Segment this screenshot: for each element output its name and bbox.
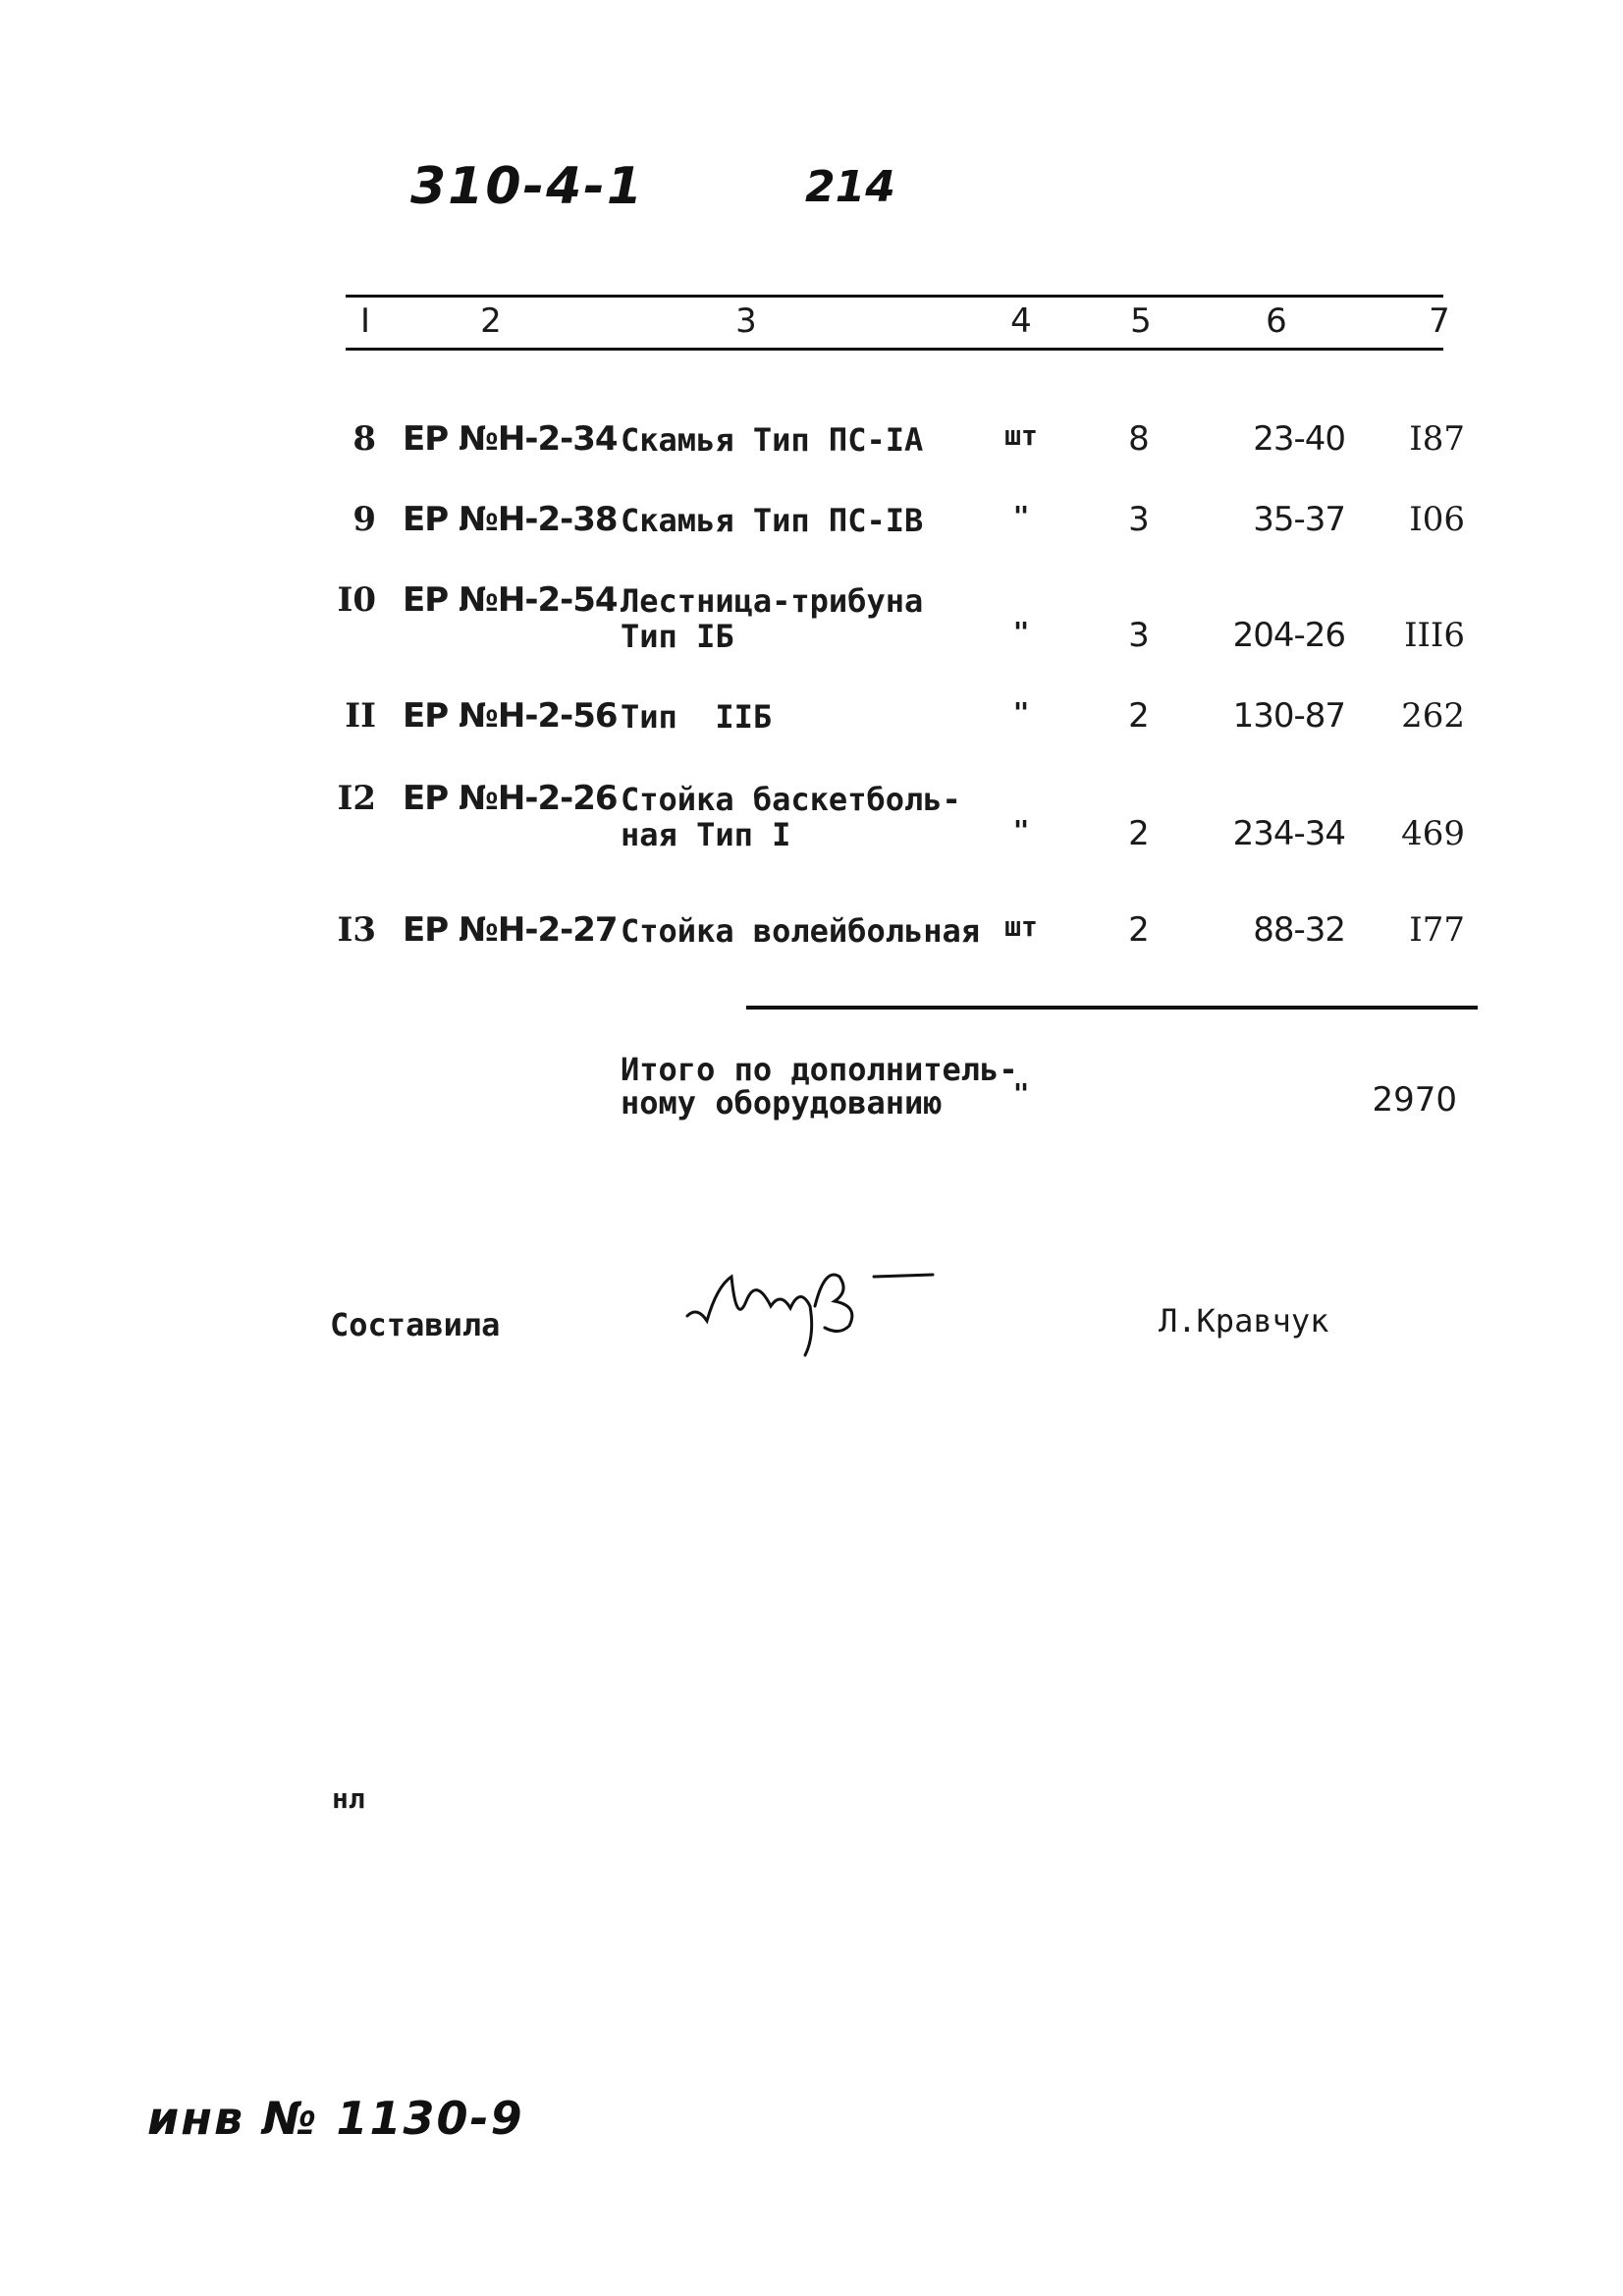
item-sum: I77 xyxy=(1409,910,1465,950)
table-top-rule xyxy=(346,295,1443,298)
column-header-3: 3 xyxy=(735,301,757,341)
item-quantity: 2 xyxy=(1128,696,1150,736)
item-price: 204-26 xyxy=(1232,616,1345,655)
item-price: 88-32 xyxy=(1253,910,1345,950)
item-price: 23-40 xyxy=(1253,419,1345,459)
item-unit: шт xyxy=(1004,419,1038,452)
item-unit: " xyxy=(1012,814,1030,847)
document-code: 310-4-1 xyxy=(410,157,645,216)
item-price: 35-37 xyxy=(1253,500,1345,539)
item-unit: " xyxy=(1012,616,1030,648)
column-header-1: I xyxy=(359,301,371,341)
row-number: 9 xyxy=(352,500,376,539)
item-quantity: 2 xyxy=(1128,814,1150,853)
column-header-7: 7 xyxy=(1429,301,1450,341)
column-header-4: 4 xyxy=(1010,301,1032,341)
item-sum: I87 xyxy=(1409,419,1465,459)
item-sum: I06 xyxy=(1409,500,1465,539)
total-sum: 2970 xyxy=(1372,1080,1457,1120)
item-name: Стойка баскетболь- ная Тип I xyxy=(621,781,961,853)
item-unit: " xyxy=(1012,696,1030,729)
inventory-number: инв № 1130-9 xyxy=(147,2092,524,2145)
compiler-name: Л.Кравчук xyxy=(1159,1302,1329,1339)
item-name: Скамья Тип ПС-IB xyxy=(621,502,924,539)
item-unit: шт xyxy=(1004,910,1038,943)
item-name: Лестница-трибуна Тип IБ xyxy=(621,582,924,655)
total-label: Итого по дополнитель- ному оборудованию xyxy=(621,1051,1018,1121)
item-name: Стойка волейбольная xyxy=(621,912,981,950)
row-number: 8 xyxy=(352,419,376,459)
row-number: I2 xyxy=(337,779,376,818)
column-header-2: 2 xyxy=(480,301,502,341)
item-name: Скамья Тип ПС-IA xyxy=(621,421,924,459)
item-price: 130-87 xyxy=(1232,696,1345,736)
total-unit: " xyxy=(1012,1077,1030,1110)
compiled-by-label: Составила xyxy=(330,1306,501,1343)
table-header-rule xyxy=(346,348,1443,351)
row-number: I3 xyxy=(337,910,376,950)
item-quantity: 3 xyxy=(1128,616,1150,655)
item-code: ЕР №Н-2-54 xyxy=(403,580,618,620)
item-code: ЕР №Н-2-56 xyxy=(403,696,618,736)
column-header-5: 5 xyxy=(1130,301,1152,341)
item-sum: III6 xyxy=(1404,616,1465,655)
total-rule xyxy=(746,1006,1478,1010)
item-code: ЕР №Н-2-38 xyxy=(403,500,618,539)
corner-mark: нл xyxy=(332,1782,365,1815)
item-price: 234-34 xyxy=(1232,814,1345,853)
page-number: 214 xyxy=(805,162,895,212)
item-code: ЕР №Н-2-34 xyxy=(403,419,618,459)
row-number: I0 xyxy=(337,580,376,620)
item-quantity: 8 xyxy=(1128,419,1150,459)
column-header-6: 6 xyxy=(1266,301,1287,341)
item-unit: " xyxy=(1012,500,1030,532)
item-code: ЕР №Н-2-27 xyxy=(403,910,618,950)
item-sum: 262 xyxy=(1401,696,1465,736)
row-number: II xyxy=(345,696,376,736)
handwritten-signature xyxy=(677,1247,952,1365)
item-name: Тип IIБ xyxy=(621,698,773,736)
item-code: ЕР №Н-2-26 xyxy=(403,779,618,818)
item-sum: 469 xyxy=(1401,814,1465,853)
item-quantity: 2 xyxy=(1128,910,1150,950)
item-quantity: 3 xyxy=(1128,500,1150,539)
